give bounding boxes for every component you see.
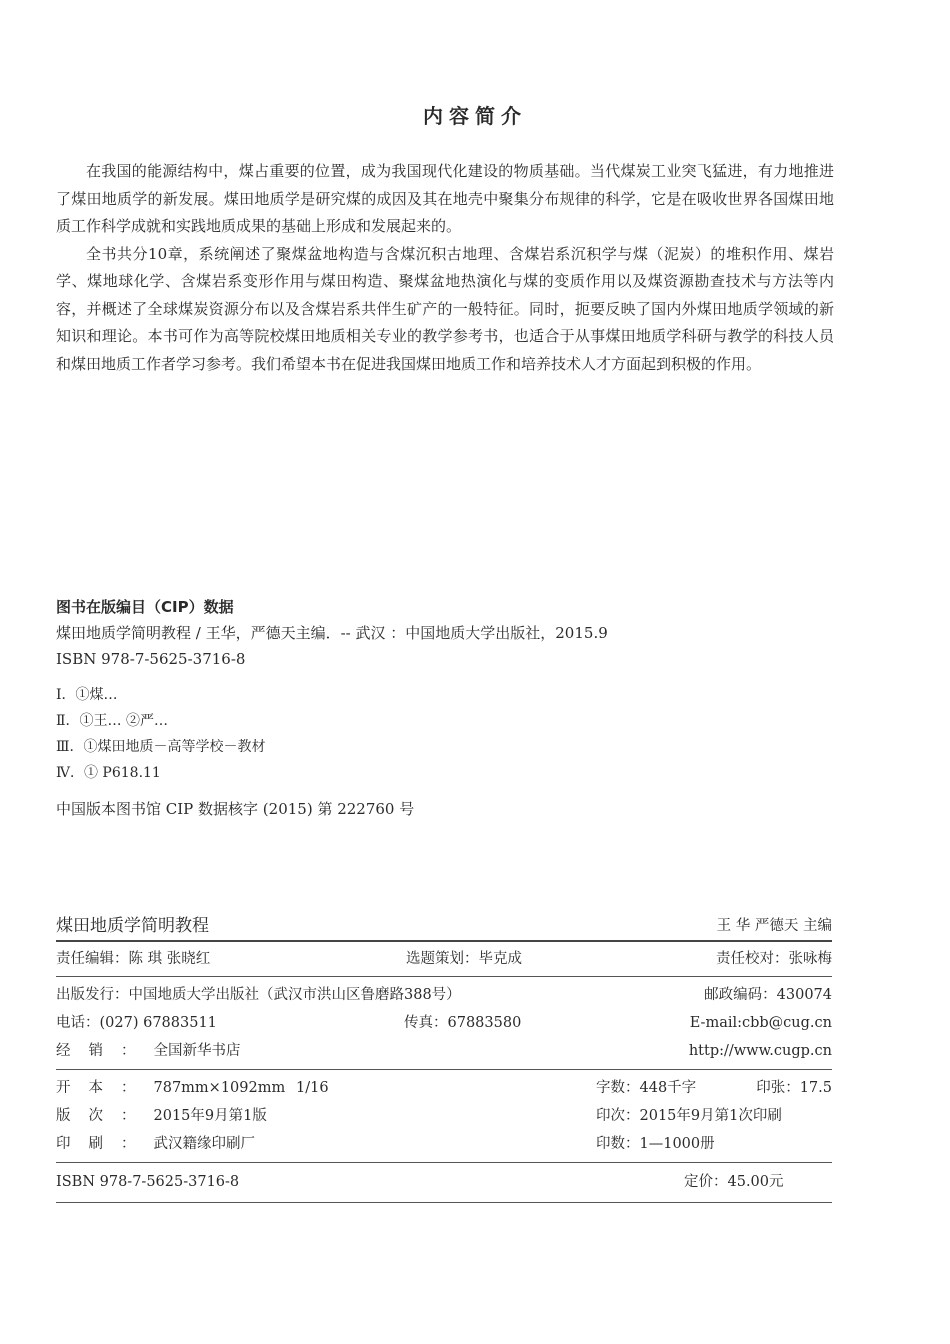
printer-row: [56, 1130, 832, 1158]
colophon: [56, 912, 832, 1203]
intro-paragraph-1: 在我国的能源结构中，煤占重要的位置，成为我国现代化建设的物质基础。当代煤炭工业突飞猛进，有力地推进了煤田地质学的新发展。煤田地质学是研究煤的成因及其在地壳中聚集分布规律的科学，它是在吸收世界各国煤田地质工作科学成就和实践地质成果的基础上形成和发展起来的。: [56, 162, 834, 235]
cip-block: [56, 594, 836, 822]
format-fraction: 1/16: [296, 1080, 329, 1096]
cip-class-3: Ⅲ．①煤田地质－高等学校－教材: [56, 739, 266, 755]
word-count: 字数：448千字: [596, 1080, 697, 1096]
publisher: 出版发行：中国地质大学出版社（武汉市洪山区鲁磨路388号）: [56, 987, 461, 1003]
format-label: 开本：: [56, 1080, 154, 1096]
cip-isbn: ISBN 978-7-5625-3716-8: [56, 650, 246, 668]
cip-class-1: Ⅰ．①煤…: [56, 687, 118, 703]
format-row: [56, 1074, 832, 1102]
proofreader: 责任校对：张咏梅: [716, 951, 832, 967]
phone: 电话：(027) 67883511: [56, 1015, 217, 1031]
website: http://www.cugp.cn: [688, 1043, 832, 1059]
colophon-isbn: ISBN 978-7-5625-3716-8: [56, 1174, 240, 1190]
distributor-label: 经销：: [56, 1043, 154, 1059]
postcode: 邮政编码：430074: [704, 987, 832, 1003]
printer-label: 印刷：: [56, 1136, 154, 1152]
responsible-editor: 责任编辑：陈 琪 张晓红: [56, 951, 211, 967]
book-title: 煤田地质学简明教程: [56, 916, 209, 936]
edition: 2015年9月第1版: [153, 1108, 267, 1124]
price: 定价：45.00元: [684, 1174, 784, 1190]
email: E-mail:cbb@cug.cn: [689, 1015, 832, 1031]
distributor-row: [56, 1037, 832, 1065]
cip-class-2: Ⅱ．①王… ②严…: [56, 713, 168, 729]
intro-heading: 内容简介: [423, 104, 527, 128]
edition-label: 版次：: [56, 1108, 154, 1124]
isbn-price-row: [56, 1168, 832, 1196]
printer: 武汉籍缘印刷厂: [153, 1136, 255, 1152]
print-run: 印数：1—1000册: [596, 1136, 715, 1152]
format: 787mm×1092mm: [153, 1080, 286, 1096]
topic-planner: 选题策划：毕克成: [406, 951, 522, 967]
cip-class-4: Ⅳ．① P618.11: [56, 765, 161, 781]
contact-row: [56, 1009, 832, 1037]
edition-row: [56, 1102, 832, 1130]
publisher-row: [56, 981, 832, 1009]
cip-heading: 图书在版编目（CIP）数据: [56, 598, 234, 616]
colophon-title-row: [56, 912, 832, 940]
cip-verification: 中国版本图书馆 CIP 数据核字 (2015) 第 222760 号: [56, 800, 415, 818]
intro-paragraph-2: 全书共分10章，系统阐述了聚煤盆地构造与含煤沉积古地理、含煤岩系沉积学与煤（泥炭）的堆积作用、煤岩学、煤地球化学、含煤岩系变形作用与煤田构造、聚煤盆地热演化与煤的变质作用以及煤资源勘查技术与方法等内容，并概述了全球煤炭资源分布以及含煤岩系共伴生矿产的一般特征。同时，扼要反映了国内外煤田地质学领域的新知识和理论。本书可作为高等院校煤田地质相关专业的教学参考书，也适合于从事煤田地质学科研与教学的科技人员和煤田地质工作者学习参考。我们希望本书在促进我国煤田地质工作和培养技术人才方面起到积极的作用。: [56, 244, 834, 373]
cip-record: 煤田地质学简明教程 / 王华，严德天主编．-- 武汉 ：中国地质大学出版社，2015.9: [56, 624, 608, 642]
book-editors: 王 华 严德天 主编: [716, 918, 832, 934]
distributor: 全国新华书店: [153, 1043, 241, 1059]
impression: 印次：2015年9月第1次印刷: [596, 1108, 782, 1124]
colophon-staff-row: [56, 945, 832, 973]
fax: 传真：67883580: [404, 1015, 522, 1031]
print-sheets: 印张：17.5: [756, 1080, 832, 1096]
intro-body: [56, 158, 834, 378]
